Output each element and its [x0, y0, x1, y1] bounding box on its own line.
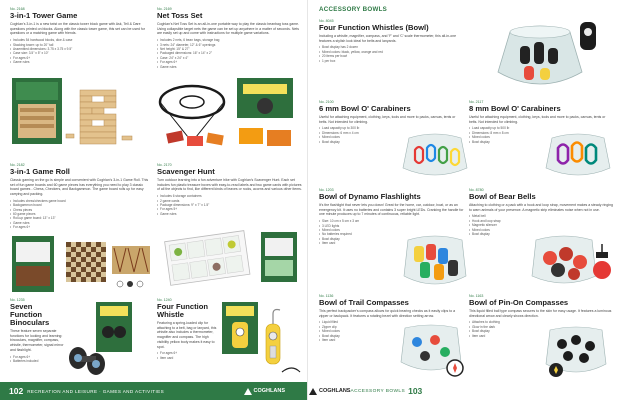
- whistles-bowl-image: [470, 12, 610, 98]
- product-net-toss: [157, 7, 303, 69]
- product-number: No. 1240: [157, 298, 172, 302]
- scavenger-hunt-image: [157, 226, 305, 296]
- product-description: Featuring a spring-loaded clip for attaching to a belt, bag or lanyard, this whistle also includes a thermometer, magnifier and compass. The high visibility yellow body makes it easy to spot.: [157, 320, 217, 349]
- product-scavenger-hunt: [157, 163, 303, 216]
- product-game-roll: [10, 163, 152, 230]
- product-title: Four Function Whistles (Bowl): [319, 23, 429, 32]
- feature-item: • No batteries required: [319, 232, 464, 236]
- logo-text: COGHLANS: [319, 388, 351, 394]
- feature-item: • Mixed colors: [319, 135, 464, 139]
- product-description: Attaching to clothing or a pack with a hook and loop strap, movement makes a steady ringing to warn animals of your presence. A magnetic strip eliminates noise when not in use.: [469, 202, 613, 212]
- product-features: [10, 355, 66, 364]
- product-title: 3-in-1 Tower Game: [10, 11, 78, 20]
- tent-icon: [309, 388, 317, 395]
- product-number: No. 1203: [319, 188, 334, 192]
- product-title: Bowl of Pin-On Compasses: [469, 298, 569, 307]
- product-description: This perfect backpacker's compass allows for quick bearing checks as it easily clips to a zipper or backpack. It features a rotating bezel with direction setting arrow.: [319, 308, 456, 318]
- feature-item: • Includes 54 hardwood blocks, dice & case: [10, 38, 150, 42]
- coghlans-logo: [244, 388, 285, 395]
- product-description: This liquid filled ball type compass secures to the skin for easy usage. It features a luminous directional arrow and clearly shows direction.: [469, 308, 612, 318]
- product-description: Coghlan's Net Toss Set is an all-in-one portable way to play the classic beanbag toss game. Using collapsible target nets the game can be set up anywhere in a matter of seconds. Nets are easily set up and come with instructions for multiple game variations.: [157, 21, 300, 36]
- footer-right-group: [350, 386, 422, 396]
- product-description: Classic gaming on the go is simple and convenient with Coghlan's 3-in-1 Game Roll. This set of fun game boards and 60 game pieces has everything you need to play 3 classic board games - Chess, Checkers, and Backgammon. The game board rolls up for easy carrying and packing.: [10, 177, 149, 197]
- feature-item: • Attaches to clothing: [469, 320, 614, 324]
- feature-item: • Bowl display: [319, 334, 464, 338]
- footer-section-text: ACCESSORY BOWLS: [350, 388, 406, 394]
- feature-item: • Package dimensions: 9" x 7" x 1.5": [157, 203, 303, 207]
- left-page-footer: [0, 382, 307, 400]
- tower-game-image: [10, 72, 155, 150]
- product-number: No. 2169: [157, 7, 172, 11]
- logo-text: COGHLANS: [253, 388, 285, 394]
- feature-item: • Size: 10 cm x 5 cm x 3 cm: [319, 219, 464, 223]
- feature-item: • Includes 2 nets, 6 bean bags, storage bag: [157, 38, 303, 42]
- bear-bells-bowl-image: [530, 230, 614, 290]
- page-number: 103: [408, 386, 423, 396]
- feature-item: • Mixed colors: [319, 329, 464, 333]
- net-toss-image: [157, 72, 305, 154]
- feature-item: • Game rules: [157, 65, 303, 69]
- right-page-footer: [309, 382, 618, 400]
- product-title: Bowl of Bear Bells: [469, 192, 536, 201]
- product-features: [10, 38, 150, 64]
- feature-item: • Case size: 3.5" x 5" x 10": [10, 51, 150, 55]
- flashlights-bowl-image: [400, 232, 470, 292]
- feature-item: • Load capacity up to 300 lb: [319, 126, 464, 130]
- product-number: No. 8780: [469, 188, 484, 192]
- feature-item: • Case: 24" x 24" x 4": [157, 56, 303, 60]
- product-number: No. 2100: [319, 100, 334, 104]
- tent-icon: [244, 388, 252, 395]
- feature-item: • Load capacity up to 500 lb: [469, 126, 614, 130]
- feature-item: • Dimensions: 8 mm x 8 cm: [469, 131, 614, 135]
- feature-item: • Glow in the dark: [469, 325, 614, 329]
- feature-item: • 60 game pieces: [10, 212, 152, 216]
- binoculars-image: [66, 300, 154, 380]
- product-description: These feature seven separate functions for looking and learning: binoculars, magnifier, compass, whistle, thermometer, signal mirror and flashlight.: [10, 328, 64, 352]
- feature-item: • Item card: [157, 356, 217, 360]
- feature-item: • Batteries included: [10, 359, 66, 363]
- feature-item: • For ages 6+: [10, 56, 150, 60]
- 8mm-carabiner-bowl-image: [540, 128, 616, 178]
- feature-item: • Hook and loop strap: [469, 219, 614, 223]
- feature-item: • For ages 5+: [157, 207, 303, 211]
- game-roll-image: [10, 232, 156, 298]
- product-description: Turn outdoor learning into a fun adventure hike with Coghlan's Scavenger Hunt. Each set includes fun plastic treasure boxes with easy-to-read labels and two game cards with pictures of all the objects to find, like different kinds of leaves or rocks, acorns and various other items.: [157, 177, 302, 192]
- feature-item: • 2 game cards: [157, 199, 303, 203]
- product-number: No. 2170: [157, 163, 172, 167]
- feature-item: • 1 per box: [319, 59, 469, 63]
- coghlans-logo: [309, 388, 350, 395]
- pin-on-compasses-bowl-image: [540, 324, 616, 382]
- product-description: Including a whistle, magnifier, compass, and 'F' and 'C' scale thermometer, this all-in-one features a stylish look ideal for belts and lanyards.: [319, 33, 457, 43]
- feature-item: • Game rules: [157, 212, 303, 216]
- product-title: Net Toss Set: [157, 11, 203, 20]
- section-title: ACCESSORY BOWLS: [319, 6, 388, 13]
- product-number: No. 1136: [319, 294, 334, 298]
- product-number: No. 2182: [10, 163, 25, 167]
- product-title: Seven Function Binoculars: [10, 302, 50, 327]
- whistle-image: [218, 300, 306, 380]
- feature-item: • Item card: [319, 241, 464, 245]
- product-description: Coghlan's 3-in-1 is a new twist on the classic tower block game with Ask, Tell & Dare questions printed on blocks. Along with the classic tower game, this set can be used for questions or a matching game with friends.: [10, 21, 146, 36]
- product-title: Four Function Whistle: [157, 302, 209, 319]
- feature-item: • Mixed colors: black, yellow, orange and red: [319, 50, 469, 54]
- feature-item: • For ages 6+: [10, 355, 66, 359]
- feature-item: • Packaged dimensions: 16" x 14" x 2": [157, 51, 303, 55]
- left-page: [0, 0, 308, 400]
- product-whistles-bowl: [319, 19, 469, 63]
- feature-item: • Bowl display: [319, 140, 464, 144]
- feature-item: • Assembled dimensions: 3.75 x 3.75 x 9.5": [10, 47, 150, 51]
- feature-item: • Mixed colors: [469, 228, 614, 232]
- feature-item: • Bowl display has 2 dozen: [319, 45, 469, 49]
- product-title: 3-in-1 Game Roll: [10, 167, 70, 176]
- product-four-function-whistle: [157, 298, 217, 360]
- product-number: No. 8045: [319, 19, 334, 23]
- feature-item: • Bowl display: [469, 140, 614, 144]
- product-title: 6 mm Bowl O' Carabiners: [319, 104, 411, 113]
- feature-item: • Item card: [469, 334, 614, 338]
- feature-item: • Mixed colors: [469, 135, 614, 139]
- feature-item: • Chess pieces: [10, 208, 152, 212]
- product-features: [10, 199, 152, 230]
- product-features: [157, 351, 217, 360]
- feature-item: • Includes chess/checkers game board: [10, 199, 152, 203]
- feature-item: • Dimensions: 6 mm x 4 cm: [319, 131, 464, 135]
- feature-item: • Includes 6 storage containers: [157, 194, 303, 198]
- feature-item: • Bowl display: [469, 232, 614, 236]
- feature-item: • Net height: 15" & 27": [157, 47, 303, 51]
- product-features: [157, 194, 303, 216]
- product-features: [319, 45, 469, 63]
- feature-item: • Game rules: [10, 60, 150, 64]
- feature-item: • Roll-up game board: 13" x 13": [10, 216, 152, 220]
- product-description: It's the flashlight that never lets you down! Great for the home, car, outdoor, boat, or as an emergency kit. It uses no batteries and contains 3 super bright LEDs. Cranking the handle for one minute produces up to 7 minutes of continuous, reliable light.: [319, 202, 464, 217]
- product-number: No. 1163: [469, 294, 484, 298]
- product-number: No. 2168: [10, 7, 25, 11]
- feature-item: • 20 items per bowl: [319, 54, 469, 58]
- feature-item: • For ages 6+: [157, 60, 303, 64]
- feature-item: • 3 nets: 24" diameter, 12" & 6" openings: [157, 43, 303, 47]
- feature-item: • For ages 6+: [157, 351, 217, 355]
- product-number: No. 2117: [469, 100, 484, 104]
- feature-item: • 3 LED lights: [319, 224, 464, 228]
- product-title: Bowl of Trail Compasses: [319, 298, 409, 307]
- feature-item: • Mixed colors: [319, 228, 464, 232]
- feature-item: • Game rules: [10, 221, 152, 225]
- product-tower-game: [10, 7, 150, 65]
- feature-item: • Liquid filled: [319, 320, 464, 324]
- feature-item: • Zipper clip: [319, 325, 464, 329]
- feature-item: • Bowl display: [319, 237, 464, 241]
- product-description: Useful for attaching equipment, clothing, keys, tools and more to packs, canvas, tents or belts. Not intended for climbing.: [319, 114, 456, 124]
- feature-item: • Backgammon board: [10, 203, 152, 207]
- 6mm-carabiner-bowl-image: [395, 128, 475, 178]
- product-title: Scavenger Hunt: [157, 167, 215, 176]
- feature-item: • Item card: [319, 338, 464, 342]
- feature-item: • For ages 6+: [10, 225, 152, 229]
- page-number: 102: [9, 386, 24, 396]
- product-description: Useful for attaching equipment, clothing, keys, tools and more to packs, canvas, tents or belts. Not intended for climbing.: [469, 114, 606, 124]
- product-title: 8 mm Bowl O' Carabiners: [469, 104, 561, 113]
- feature-item: • Stacking tower: up to 20" tall: [10, 43, 150, 47]
- feature-item: • Metal bell: [469, 214, 614, 218]
- product-title: Bowl of Dynamo Flashlights: [319, 192, 421, 201]
- feature-item: • Bowl display: [469, 329, 614, 333]
- feature-item: • Magnetic silencer: [469, 223, 614, 227]
- footer-section-text: RECREATION AND LEISURE · GAMES AND ACTIVITIES: [27, 388, 165, 394]
- product-binoculars: [10, 298, 66, 363]
- trail-compasses-bowl-image: [395, 322, 470, 380]
- product-features: [157, 38, 303, 69]
- product-number: No. 1235: [10, 298, 25, 302]
